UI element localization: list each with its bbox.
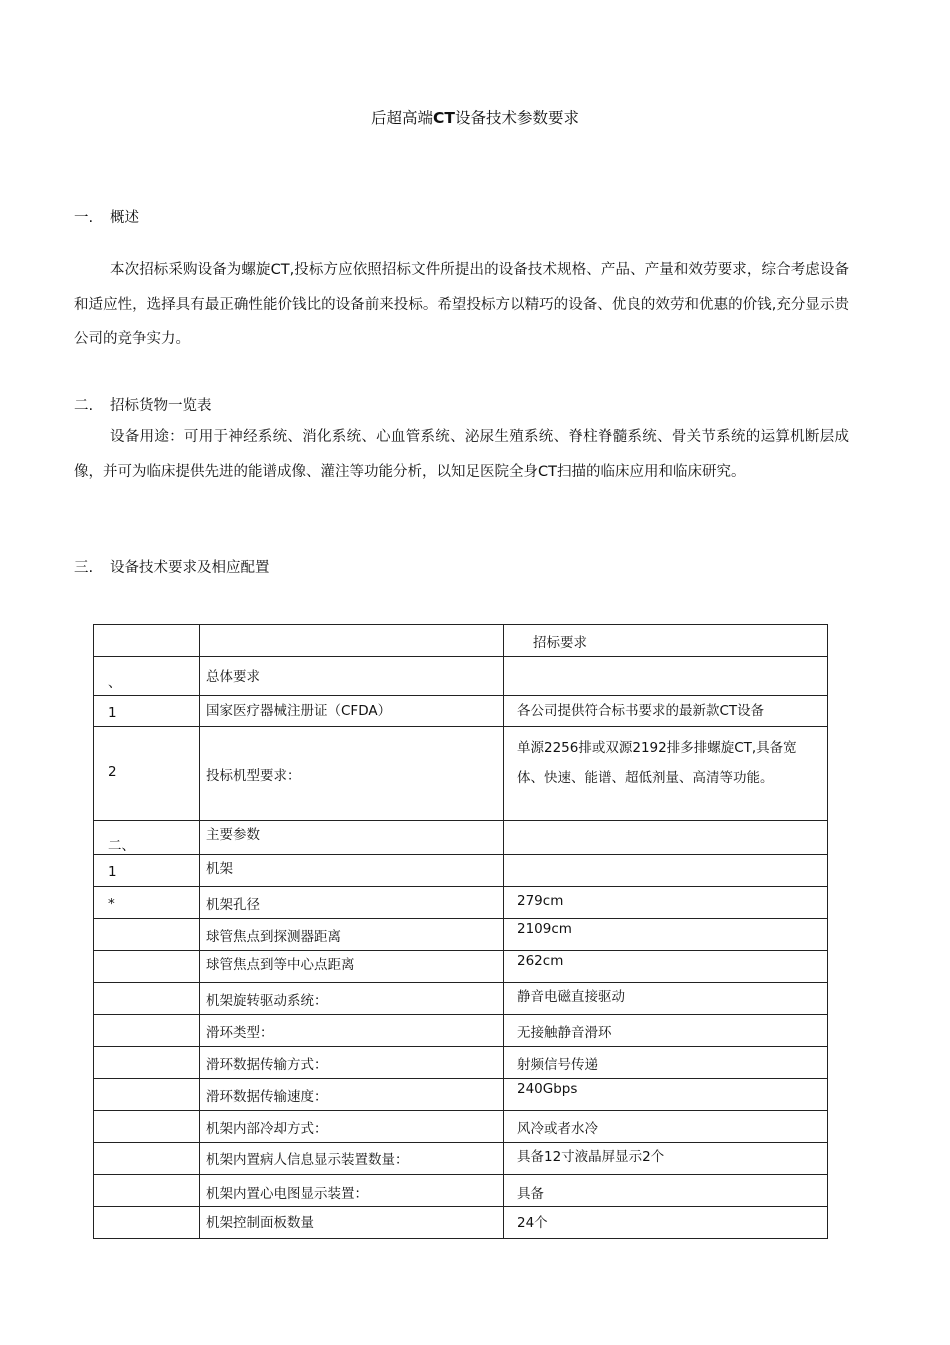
row-number-cell: 1 — [94, 696, 200, 727]
row-number-cell: 、 — [94, 657, 200, 696]
parameter-cell: 机架内部冷却方式： — [200, 1111, 504, 1143]
table-row — [94, 1207, 828, 1239]
table-row — [94, 919, 828, 951]
requirement-cell: 风冷或者水冷 — [504, 1111, 828, 1143]
parameter-cell: 机架控制面板数量 — [200, 1207, 504, 1239]
table-row — [94, 951, 828, 983]
row-number-cell — [94, 625, 200, 657]
table-header-row — [94, 625, 828, 657]
table-row — [94, 1047, 828, 1079]
parameter-cell: 机架内置心电图显示装置： — [200, 1175, 504, 1207]
row-number-cell — [94, 983, 200, 1015]
row-number-cell — [94, 919, 200, 951]
requirement-cell: 262cm — [504, 951, 828, 983]
row-number-cell: 1 — [94, 855, 200, 887]
purpose-paragraph: 设备用途：可用于神经系统、消化系统、心血管系统、泌尿生殖系统、脊柱脊髓系统、骨关节系统的运算机断层成像，并可为临床提供先进的能谱成像、灌注等功能分析，以知足医院全身CT扫描的临床应用和临床研究。 — [74, 429, 849, 480]
spec-table — [93, 624, 828, 1239]
row-number-cell — [94, 1047, 200, 1079]
row-number-cell: * — [94, 887, 200, 919]
parameter-cell: 国家医疗器械注册证（CFDA） — [200, 696, 504, 727]
parameter-cell: 投标机型要求： — [200, 727, 504, 821]
requirement-cell: 射频信号传递 — [504, 1047, 828, 1079]
table-row — [94, 696, 828, 727]
section-heading-2: 二. 招标货物一览表 — [74, 398, 212, 414]
parameter-cell: 机架内置病人信息显示装置数量： — [200, 1143, 504, 1175]
row-number-cell — [94, 1079, 200, 1111]
requirement-cell: 具备 — [504, 1175, 828, 1207]
requirement-cell: 240Gbps — [504, 1079, 828, 1111]
parameter-cell: 滑环数据传输方式： — [200, 1047, 504, 1079]
table-row — [94, 1079, 828, 1111]
parameter-cell: 总体要求 — [200, 657, 504, 696]
requirement-cell: 279cm — [504, 887, 828, 919]
parameter-cell: 滑环数据传输速度： — [200, 1079, 504, 1111]
requirement-cell — [504, 855, 828, 887]
requirement-cell: 2109cm — [504, 919, 828, 951]
table-row — [94, 1015, 828, 1047]
parameter-cell: 球管焦点到等中心点距离 — [200, 951, 504, 983]
requirement-cell: 无接触静音滑环 — [504, 1015, 828, 1047]
row-number-cell — [94, 951, 200, 983]
parameter-cell: 主要参数 — [200, 821, 504, 855]
table-row — [94, 1143, 828, 1175]
requirement-cell: 单源2256排或双源2192排多排螺旋CT,具备宽体、快速、能谱、超低剂量、高清等功能。 — [504, 727, 828, 821]
row-number-cell — [94, 1207, 200, 1239]
table-row — [94, 1175, 828, 1207]
parameter-cell: 机架 — [200, 855, 504, 887]
requirement-cell: 静音电磁直接驱动 — [504, 983, 828, 1015]
table-row — [94, 1111, 828, 1143]
row-number-cell — [94, 1111, 200, 1143]
parameter-cell: 滑环类型： — [200, 1015, 504, 1047]
parameter-cell — [200, 625, 504, 657]
table-row — [94, 821, 828, 855]
requirement-cell: 24个 — [504, 1207, 828, 1239]
table-row — [94, 657, 828, 696]
section-heading-3: 三. 设备技术要求及相应配置 — [74, 560, 270, 576]
document-title: 后超高端CT设备技术参数要求 — [371, 109, 579, 127]
requirement-cell: 具备12寸液晶屏显示2个 — [504, 1143, 828, 1175]
requirement-cell — [504, 821, 828, 855]
table-row — [94, 855, 828, 887]
row-number-cell — [94, 1143, 200, 1175]
requirement-cell: 各公司提供符合标书要求的最新款CT设备 — [504, 696, 828, 727]
parameter-cell: 机架旋转驱动系统： — [200, 983, 504, 1015]
table-row — [94, 727, 828, 821]
requirement-cell — [504, 657, 828, 696]
row-number-cell: 二、 — [94, 821, 200, 855]
parameter-cell: 机架孔径 — [200, 887, 504, 919]
parameter-cell: 球管焦点到探测器距离 — [200, 919, 504, 951]
section-heading-1: 一. 概述 — [74, 210, 139, 226]
row-number-cell: 2 — [94, 727, 200, 821]
table-row — [94, 983, 828, 1015]
requirement-cell: 招标要求 — [504, 625, 828, 657]
table-row — [94, 887, 828, 919]
overview-paragraph: 本次招标采购设备为螺旋CT,投标方应依照招标文件所提出的设备技术规格、产品、产量和效劳要求，综合考虑设备和适应性，选择具有最正确性能价钱比的设备前来投标。希望投标方以精巧的设备、优良的效劳和优惠的价钱,充分显示贵公司的竞争实力。 — [74, 262, 849, 347]
row-number-cell — [94, 1175, 200, 1207]
row-number-cell — [94, 1015, 200, 1047]
